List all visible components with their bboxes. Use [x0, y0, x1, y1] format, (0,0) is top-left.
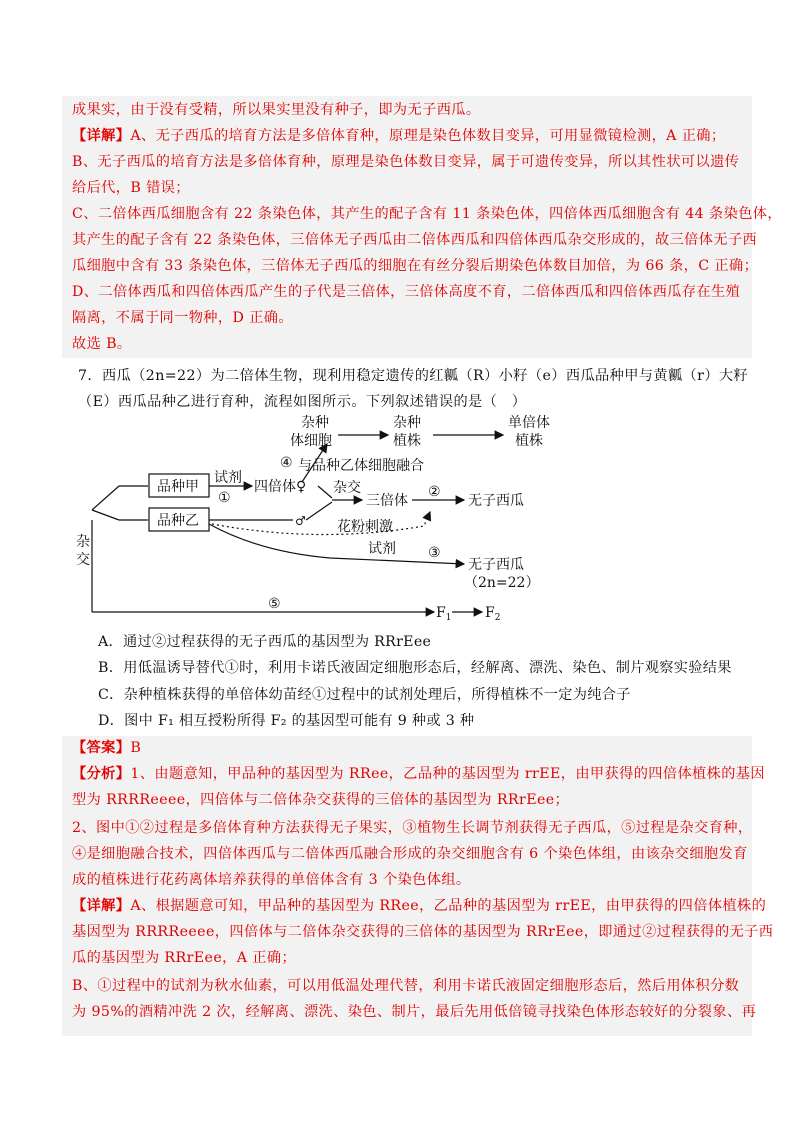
analysis-line: 型为 RRRReeee，四倍体与二倍体杂交获得的三倍体的基因型为 RRrEee； [72, 792, 570, 808]
triploid-label: 三倍体 [366, 493, 408, 509]
reagent-label-1: 试剂 [214, 470, 242, 486]
hybrid-plant-label: 植株 [393, 433, 421, 449]
analysis-line [72, 764, 765, 784]
haploid-plant-label: 单倍体 [508, 415, 550, 431]
step2-label: ② [428, 484, 441, 500]
step4-label: ④ [280, 455, 293, 471]
seedless-watermelon-2: 无子西瓜 [468, 557, 524, 573]
option-c: C．杂种植株获得的单倍体幼苗经①过程中的试剂处理后，所得植株不一定为纯合子 [98, 687, 631, 703]
analysis-line [72, 126, 746, 146]
step5-label: ⑤ [268, 596, 281, 612]
hybrid-plant-label: 杂种 [393, 415, 421, 431]
answer-value: B [130, 740, 142, 756]
detail-line: 基因型为 RRRReeee，四倍体与二倍体杂交获得的三倍体的基因型为 RRrEee，即通过②过程获得的无子西 [72, 924, 774, 940]
seedless-watermelon-1: 无子西瓜 [468, 493, 524, 509]
analysis-line: D、二倍体西瓜和四倍体西瓜产生的子代是三倍体，三倍体高度不育，二倍体西瓜和四倍体西瓜存在生殖 [72, 284, 741, 300]
answer-tag: 【答案】 [72, 740, 131, 756]
hybrid-cell-label: 杂种 [301, 415, 329, 431]
analysis-line: 隔离，不属于同一物种，D 正确。 [72, 310, 293, 326]
cross-label: 杂交 [333, 480, 361, 496]
analysis-line: B、无子西瓜的培育方法是多倍体育种，原理是染色体数目变异，属于可遗传变异，所以其性状可以遗传 [72, 154, 740, 170]
question-stem-line-2: （E）西瓜品种乙进行育种，流程如图所示。下列叙述错误的是（ ） [78, 394, 527, 410]
analysis-tag: 【分析】 [72, 766, 131, 782]
analysis-line: 瓜细胞中含有 33 条染色体，三倍体无子西瓜的细胞在有丝分裂后期染色体数目加倍，为 66 条，C 正确； [72, 258, 759, 274]
analysis-text: A、无子西瓜的培育方法是多倍体育种，原理是染色体数目变异，可用显微镜检测，A 正确； [130, 128, 726, 144]
previous-analysis-block [62, 96, 782, 358]
option-a: A．通过②过程获得的无子西瓜的基因型为 RRrEee [98, 634, 432, 650]
detail-text: A、根据题意可知，甲品种的基因型为 RRee，乙品种的基因型为 rrEE，由甲获得的四倍体植株的 [130, 898, 767, 914]
seedless-chromosome-note: （2n=22） [464, 575, 540, 591]
analysis-line: 给后代，B 错误； [72, 180, 190, 196]
fusion-label: 与品种乙体细胞融合 [298, 458, 424, 474]
hybrid-cell-label: 体细胞 [290, 433, 332, 449]
analysis-line: 成的植株进行花药离体培养获得的单倍体含有 3 个染色体组。 [72, 872, 471, 888]
variety-a-label: 品种甲 [157, 479, 199, 495]
f2-label: $F_2$ [485, 605, 501, 623]
breeding-flow-diagram [0, 412, 800, 632]
answer-line [72, 738, 746, 758]
haploid-plant-label: 植株 [515, 433, 543, 449]
detail-line: 瓜的基因型为 RRrEee，A 正确； [72, 950, 297, 966]
step1-label: ① [218, 490, 231, 506]
question-stem-line-1: 7．西瓜（2n=22）为二倍体生物，现利用稳定遗传的红瓤（R）小籽（e）西瓜品种甲与黄瓤（r）大籽 [78, 368, 749, 384]
reagent-label-2: 试剂 [368, 541, 396, 557]
cross-vertical-label: 杂 [76, 534, 90, 550]
analysis-line: 成果实，由于没有受精，所以果实里没有种子，即为无子西瓜。 [72, 102, 481, 118]
cross-vertical-label: 交 [76, 552, 90, 568]
detail-line: B、①过程中的试剂为秋水仙素，可以用低温处理代替，利用卡诺氏液固定细胞形态后，然后用体积分数 [72, 978, 740, 994]
analysis-line: ④是细胞融合技术，四倍体西瓜与二倍体西瓜融合形成的杂交细胞含有 6 个染色体组，由该杂交细胞发育 [72, 846, 748, 862]
pollen-stimulus-label: 花粉刺激 [337, 519, 393, 535]
variety-b-label: 品种乙 [157, 513, 199, 529]
analysis-line: 其产生的配子含有 22 条染色体，三倍体无子西瓜由二倍体西瓜和四倍体西瓜杂交形成的，故三倍体无子西 [72, 232, 758, 248]
detail-tag: 【详解】 [72, 898, 131, 914]
analysis-line: C、二倍体西瓜细胞含有 22 条染色体，其产生的配子含有 11 条染色体，四倍体西瓜细胞含有 44 条染色体， [72, 206, 782, 222]
answer-explanation-block [62, 736, 774, 1036]
option-d: D．图中 F₁ 相互授粉所得 F₂ 的基因型可能有 9 种或 3 种 [98, 713, 475, 729]
detail-tag: 【详解】 [72, 128, 131, 144]
analysis-text: 1、由题意知，甲品种的基因型为 RRee，乙品种的基因型为 rrEE，由甲获得的四倍体植株的基因 [130, 766, 765, 782]
detail-line: 为 95%的酒精冲洗 2 次，经解离、漂洗、染色、制片，最后先用低倍镜寻找染色体形态较好的分裂象、再 [72, 1004, 757, 1020]
detail-line [72, 896, 767, 916]
step3-label: ③ [428, 545, 441, 561]
option-b: B．用低温诱导替代①时，利用卡诺氏液固定细胞形态后，经解离、漂洗、染色、制片观察实验结果 [98, 660, 732, 676]
analysis-line: 故选 B。 [72, 336, 132, 352]
tetraploid-female-label: 四倍体♀ [254, 479, 307, 495]
f1-label: $F_1$ [436, 605, 452, 623]
analysis-line: 2、图中①②过程是多倍体育种方法获得无子果实，③植物生长调节剂获得无子西瓜，⑤过程是杂交育种， [72, 820, 753, 836]
male-symbol: ♂ [295, 514, 306, 528]
